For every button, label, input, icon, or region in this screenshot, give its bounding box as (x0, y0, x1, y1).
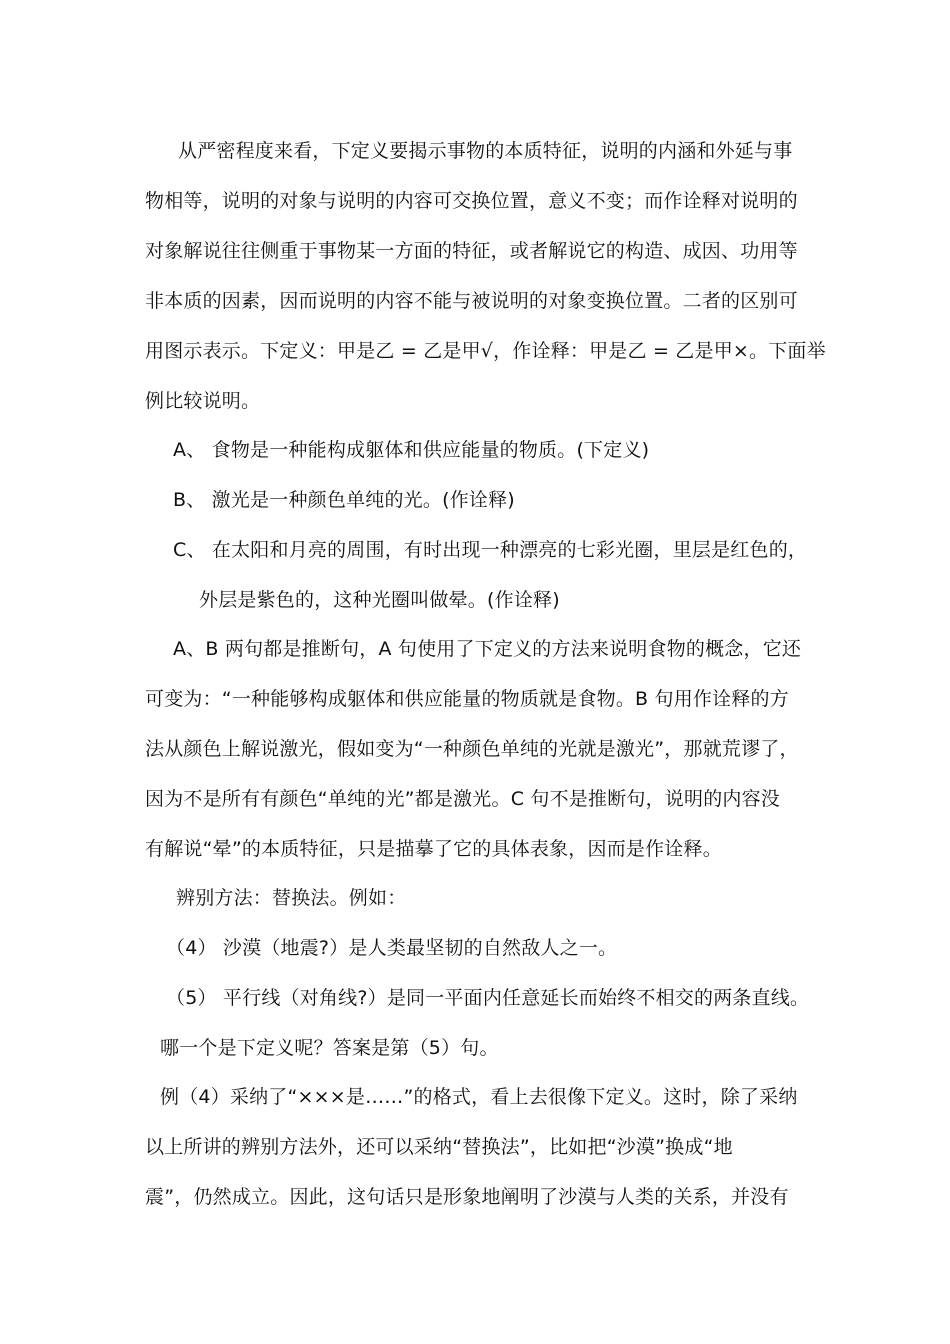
paragraph-line: 法从颜色上解说激光，假如变为“一种颜色单纯的光就是激光”，那就荒谬了， (145, 738, 799, 760)
paragraph-line: 因为不是所有有颜色“单纯的光”都是激光。C 句不是推断句，说明的内容没 (145, 788, 780, 810)
paragraph-line: 例比较说明。 (145, 390, 261, 412)
paragraph-line: 物相等，说明的对象与说明的内容可交换位置，意义不变；而作诠释对说明的 (145, 190, 798, 212)
method-heading: 辨别方法：替换法。例如： (176, 887, 407, 909)
example-item-b: B、 激光是一种颜色单纯的光。(作诠释) (173, 489, 515, 511)
example-item-a: A、 食物是一种能构成躯体和供应能量的物质。(下定义) (173, 439, 650, 461)
paragraph-line: 以上所讲的辨别方法外，还可以采纳“替换法”，比如把“沙漠”换成“地 (145, 1136, 733, 1158)
example-item-4: （4） 沙漠（地震?）是人类最坚韧的自然敌人之一。 (166, 937, 618, 959)
paragraph-line: A、B 两句都是推断句，A 句使用了下定义的方法来说明食物的概念，它还 (173, 638, 802, 660)
example-item-5: （5） 平行线（对角线?）是同一平面内任意延长而始终不相交的两条直线。 (166, 987, 810, 1009)
paragraph-line: 可变为：“一种能够构成躯体和供应能量的物质就是食物。B 句用作诠释的方 (145, 688, 789, 710)
example-item-c-continued: 外层是紫色的，这种光圈叫做晕。(作诠释) (199, 589, 560, 611)
paragraph-line: 有解说“晕”的本质特征，只是描摹了它的具体表象，因而是作诠释。 (145, 838, 722, 860)
paragraph-line: 震”，仍然成立。因此，这句话只是形象地阐明了沙漠与人类的关系，并没有 (145, 1186, 789, 1208)
paragraph-line: 用图示表示。下定义：甲是乙 = 乙是甲√，作诠释：甲是乙 = 乙是甲×。下面举 (145, 340, 826, 362)
question-answer: 哪一个是下定义呢？答案是第（5）句。 (160, 1037, 499, 1059)
paragraph-line: 例（4）采纳了“×××是……”的格式，看上去很像下定义。这时，除了采纳 (160, 1086, 798, 1108)
paragraph-line: 对象解说往往侧重于事物某一方面的特征，或者解说它的构造、成因、功用等 (145, 240, 798, 262)
example-item-c: C、 在太阳和月亮的周围，有时出现一种漂亮的七彩光圈，里层是红色的， (173, 539, 808, 561)
paragraph-line: 非本质的因素，因而说明的内容不能与被说明的对象变换位置。二者的区别可 (145, 290, 798, 312)
paragraph-line: 从严密程度来看，下定义要揭示事物的本质特征，说明的内涵和外延与事 (178, 140, 793, 162)
